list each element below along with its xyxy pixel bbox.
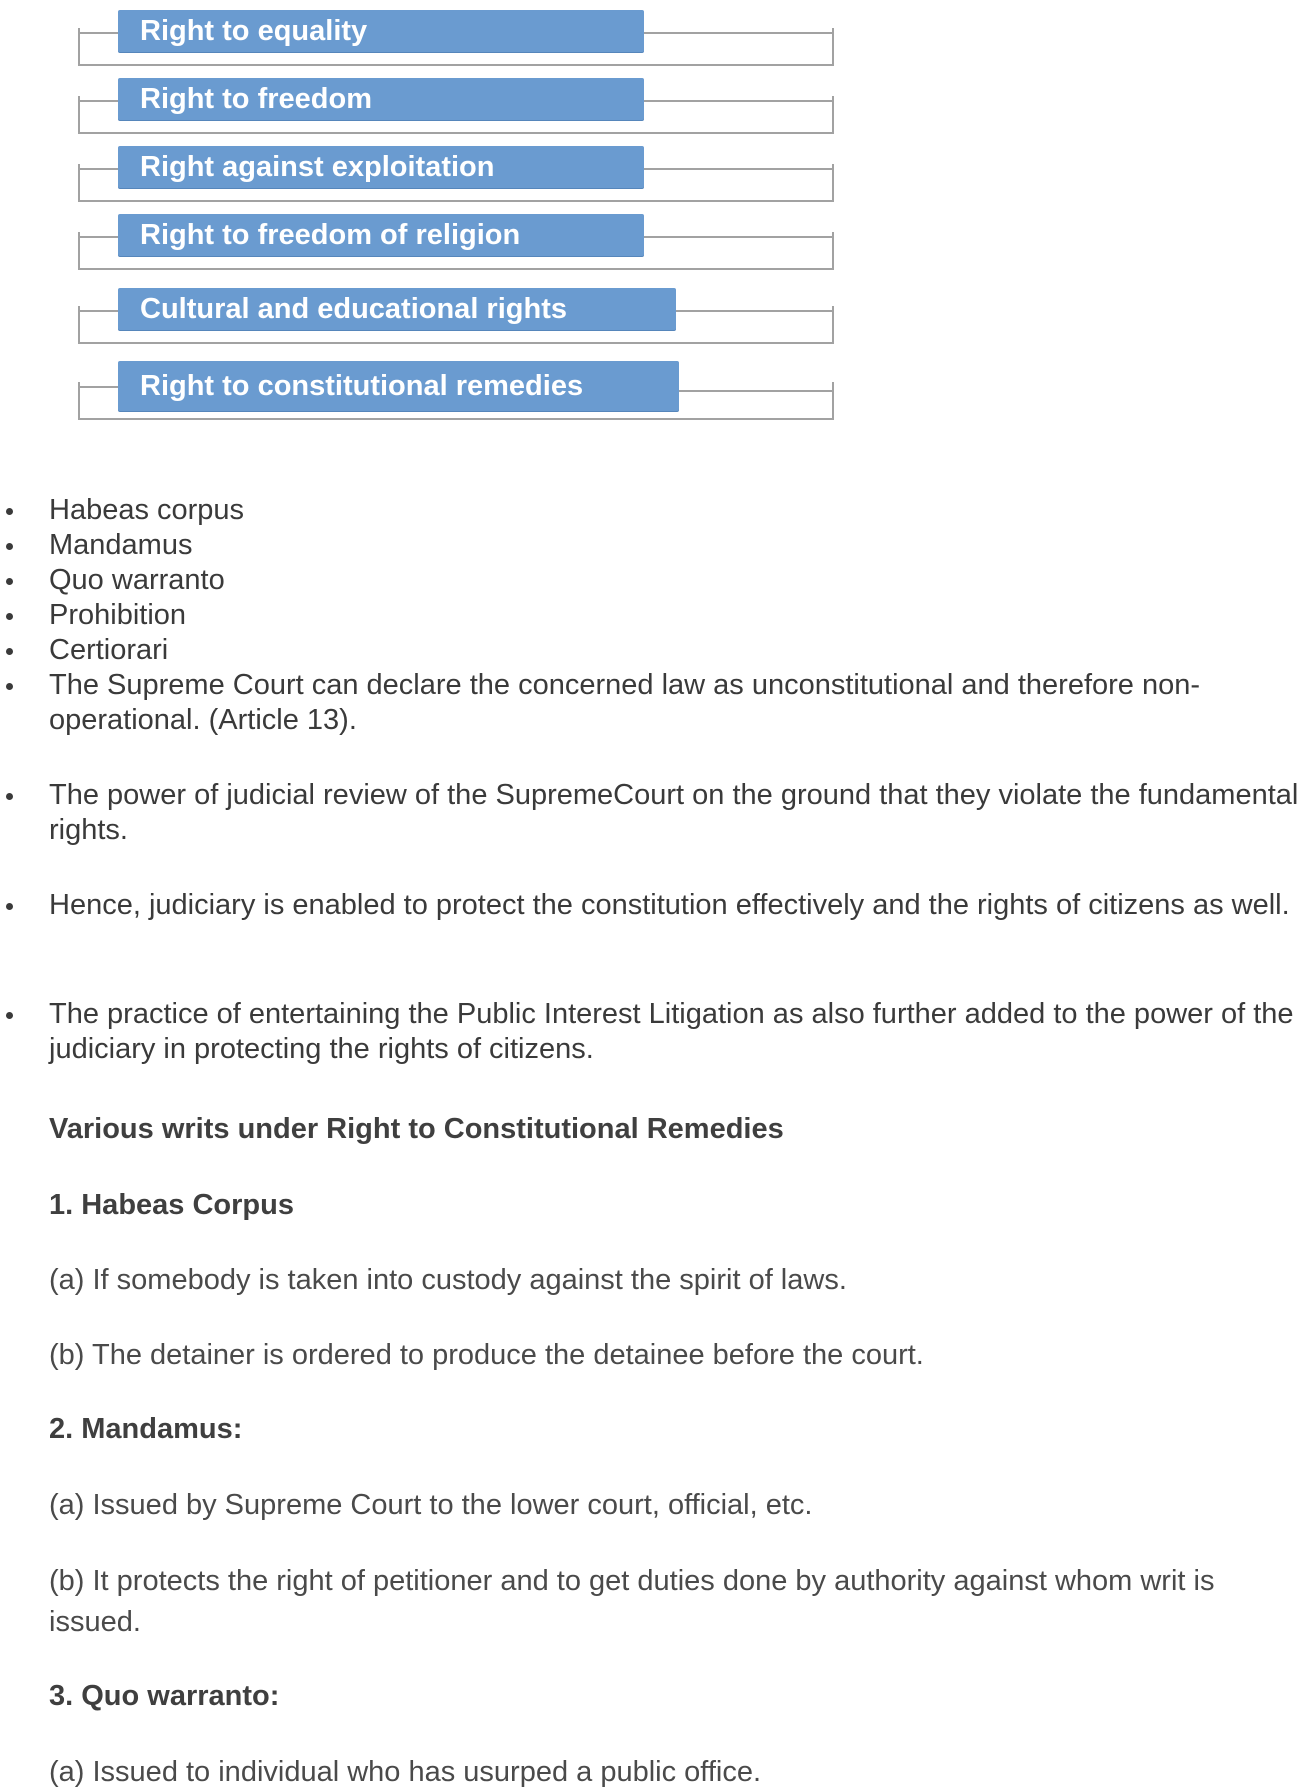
- row-connector-left: [78, 100, 118, 102]
- row-connector-right: [644, 168, 834, 170]
- row-connector-left: [78, 236, 118, 238]
- row-connector-right: [644, 236, 834, 238]
- list-item: Prohibition: [49, 598, 1304, 633]
- row-connector-right: [676, 310, 834, 312]
- row-connector-left: [78, 32, 118, 34]
- diagram-row-remedies: [78, 356, 834, 426]
- row-connector-left: [78, 310, 118, 312]
- diagram-label: Right to freedom of religion: [118, 214, 644, 256]
- diagram-row-freedom: [78, 70, 834, 140]
- diagram-label: Right to constitutional remedies: [118, 361, 679, 411]
- diagram-row-cultural: [78, 280, 834, 350]
- diagram-label: Right to equality: [118, 10, 644, 52]
- diagram-label: Right against exploitation: [118, 146, 644, 188]
- diagram-row-equality: [78, 2, 834, 72]
- list-item: The power of judicial review of the SupremeCourt on the ground that they violate the fundamental rights.: [49, 778, 1304, 848]
- row-connector-right: [678, 390, 834, 392]
- list-item: The practice of entertaining the Public Interest Litigation as also further added to the power of the judiciary in protecting the rights of citizens.: [49, 997, 1304, 1067]
- writ-point: (a) Issued by Supreme Court to the lower court, official, etc.: [49, 1489, 813, 1521]
- list-item: Mandamus: [49, 528, 1304, 563]
- writ-point: (b) The detainer is ordered to produce the detainee before the court.: [49, 1339, 924, 1371]
- diagram-row-religion: [78, 206, 834, 276]
- list-item: Certiorari: [49, 633, 1304, 668]
- rights-diagram: [0, 0, 860, 440]
- diagram-row-exploitation: [78, 138, 834, 208]
- row-connector-right: [644, 100, 834, 102]
- writ-heading-quo-warranto: 3. Quo warranto:: [49, 1680, 280, 1712]
- writ-point: (b) It protects the right of petitioner and to get duties done by authority against whom writ is issued.: [49, 1565, 1215, 1638]
- list-item: Habeas corpus: [49, 493, 1304, 528]
- writ-heading-habeas-corpus: 1. Habeas Corpus: [49, 1189, 294, 1221]
- list-item: The Supreme Court can declare the concerned law as unconstitutional and therefore non-operational. (Article 13).: [49, 668, 1304, 738]
- row-connector-left: [78, 386, 118, 388]
- row-connector-right: [644, 32, 834, 34]
- list-item: Quo warranto: [49, 563, 1304, 598]
- row-connector-left: [78, 168, 118, 170]
- writ-point: (a) If somebody is taken into custody against the spirit of laws.: [49, 1264, 847, 1296]
- writ-heading-mandamus: 2. Mandamus:: [49, 1413, 243, 1445]
- diagram-label: Cultural and educational rights: [118, 288, 676, 330]
- section-heading: Various writs under Right to Constitutional Remedies: [49, 1113, 784, 1145]
- diagram-label: Right to freedom: [118, 78, 644, 120]
- writ-point: (a) Issued to individual who has usurped a public office.: [49, 1756, 762, 1788]
- list-item: Hence, judiciary is enabled to protect the constitution effectively and the rights of citizens as well.: [49, 888, 1304, 923]
